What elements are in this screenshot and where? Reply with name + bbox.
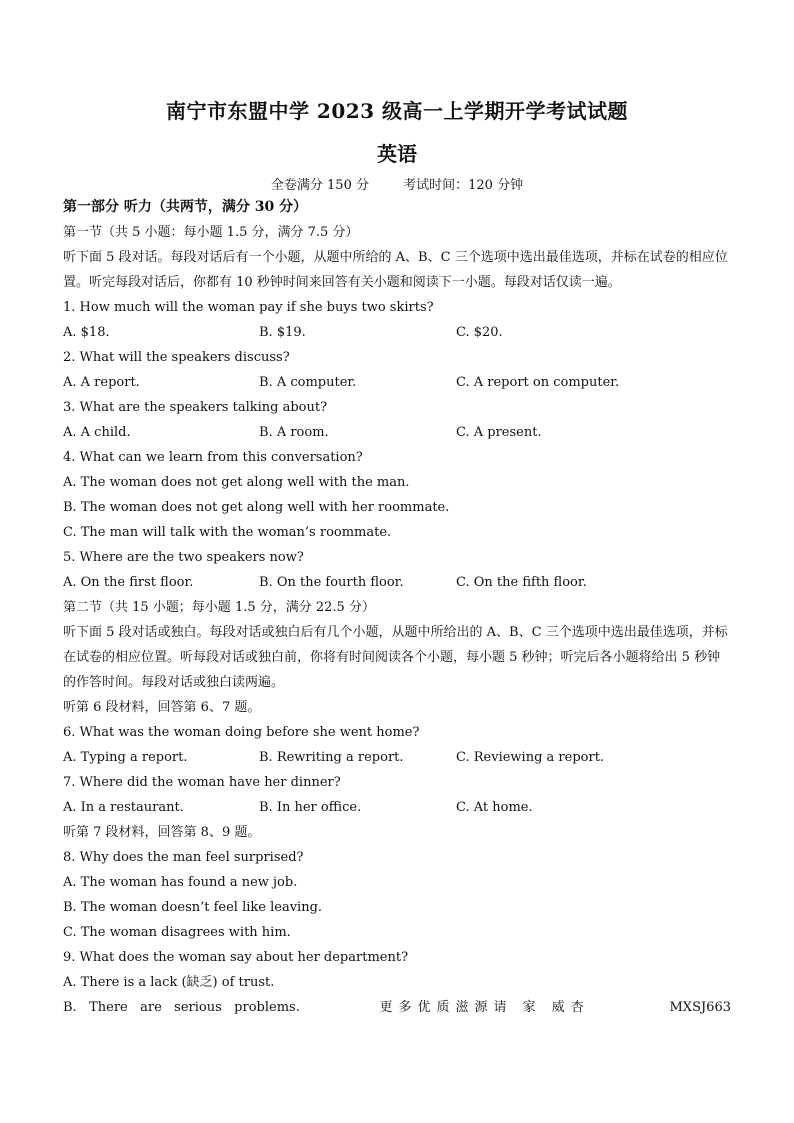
option-a: A. The woman has found a new job. bbox=[63, 875, 298, 890]
question-options bbox=[63, 745, 731, 770]
option-a: A. The woman does not get along well with the man. bbox=[63, 475, 410, 490]
option-a: A. Typing a report. bbox=[63, 750, 188, 765]
question-stem: 9. What does the woman say about her department? bbox=[63, 950, 409, 965]
question-stem: 2. What will the speakers discuss? bbox=[63, 350, 290, 365]
question-stem: 3. What are the speakers talking about? bbox=[63, 400, 328, 415]
option-c: C. A report on computer. bbox=[456, 375, 620, 390]
exam-title: 南宁市东盟中学 2023 级高一上学期开学考试试题 bbox=[165, 99, 629, 123]
question-stem: 7. Where did the woman have her dinner? bbox=[63, 775, 341, 790]
watermark-text: 更多优质滋源请 家 威杏 bbox=[379, 1000, 590, 1015]
last-line bbox=[63, 995, 731, 1020]
question-options bbox=[63, 320, 731, 345]
option-b: B. The woman does not get along well with her roommate. bbox=[63, 500, 450, 515]
section-heading: 第二节（共 15 小题；每小题 1.5 分，满分 22.5 分） bbox=[63, 600, 375, 615]
section-heading: 第一节（共 5 小题：每小题 1.5 分，满分 7.5 分） bbox=[63, 225, 359, 240]
question-stem: 8. Why does the man feel surprised? bbox=[63, 850, 304, 865]
option-a: A. $18. bbox=[63, 325, 110, 340]
option-b: B. In her office. bbox=[259, 800, 362, 815]
option-c: C. A present. bbox=[456, 425, 542, 440]
option-c: C. The woman disagrees with him. bbox=[63, 925, 291, 940]
option-b: B. The woman doesn’t feel like leaving. bbox=[63, 900, 323, 915]
document-code: MXSJ663 bbox=[669, 1000, 731, 1015]
question-stem: 5. Where are the two speakers now? bbox=[63, 550, 304, 565]
option-c: C. $20. bbox=[456, 325, 503, 340]
option-b: B. $19. bbox=[259, 325, 306, 340]
option-b: B. A computer. bbox=[259, 375, 357, 390]
question-options bbox=[63, 795, 731, 820]
section-instructions: 听下面 5 段对话。每段对话后有一个小题，从题中所给的 A、B、C 三个选项中选出最佳选项，并标在试卷的相应位置。听完每段对话后，你都有 10 秒钟时间来回答有关小题和阅读下一小题。每段对话仅读一遍。 bbox=[63, 250, 728, 290]
option-b: B. A room. bbox=[259, 425, 329, 440]
question-stem: 1. How much will the woman pay if she buys two skirts? bbox=[63, 300, 434, 315]
option-a: A. On the first floor. bbox=[63, 575, 194, 590]
question-stem: 4. What can we learn from this conversation? bbox=[63, 450, 363, 465]
option-a: A. There is a lack (缺乏) of trust. bbox=[63, 975, 275, 990]
material-note: 听第 7 段材料，回答第 8、9 题。 bbox=[63, 825, 261, 840]
question-options bbox=[63, 570, 731, 595]
option-c: C. Reviewing a report. bbox=[456, 750, 605, 765]
option-c: C. The man will talk with the woman’s roommate. bbox=[63, 525, 392, 540]
option-b: B. There are serious problems. bbox=[63, 1000, 300, 1015]
question-options bbox=[63, 370, 731, 395]
option-c: C. At home. bbox=[456, 800, 533, 815]
exam-content bbox=[63, 195, 731, 1020]
question-options bbox=[63, 420, 731, 445]
question-stem: 6. What was the woman doing before she went home? bbox=[63, 725, 420, 740]
option-b: B. On the fourth floor. bbox=[259, 575, 404, 590]
option-c: C. On the fifth floor. bbox=[456, 575, 587, 590]
option-a: A. A report. bbox=[63, 375, 140, 390]
subject-title: 英语 bbox=[377, 142, 417, 166]
exam-meta bbox=[0, 174, 794, 193]
section-instructions: 听下面 5 段对话或独白。每段对话或独白后有几个小题，从题中所给出的 A、B、C 三个选项中选出最佳选项，并标在试卷的相应位置。听每段对话或独白前，你将有时间阅读各个小题，每小题 5 秒钟；听完后各小题将给出 5 秒钟的作答时间。每段对话或独白读两遍。 bbox=[63, 625, 728, 690]
full-score: 全卷满分 150 分 bbox=[270, 178, 369, 193]
option-a: A. A child. bbox=[63, 425, 131, 440]
exam-time: 考试时间：120 分钟 bbox=[403, 178, 524, 193]
option-a: A. In a restaurant. bbox=[63, 800, 184, 815]
material-note: 听第 6 段材料，回答第 6、7 题。 bbox=[63, 700, 261, 715]
option-b: B. Rewriting a report. bbox=[259, 750, 404, 765]
part-heading: 第一部分 听力（共两节，满分 30 分） bbox=[63, 199, 308, 215]
